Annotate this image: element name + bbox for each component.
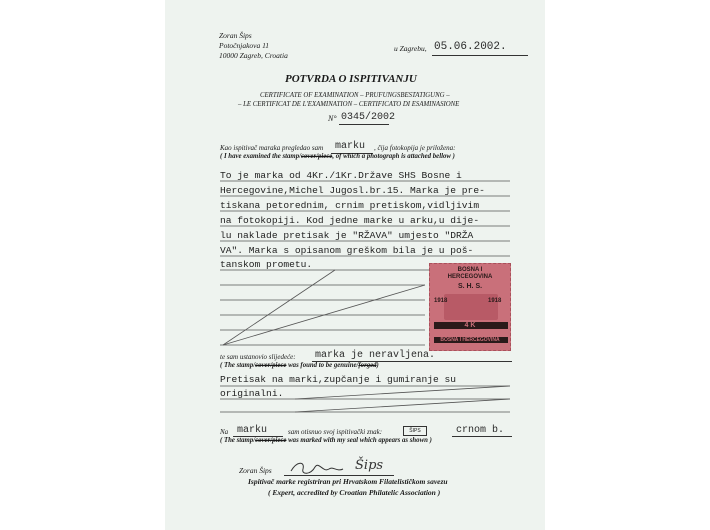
cert-number-underline: [339, 124, 389, 125]
remark-line-2: originalni.: [220, 388, 284, 399]
description-line-2: Hercegovine,Michel Jugosl.br.15. Marka je pre-: [220, 185, 485, 196]
footer-name: Zoran Šips: [239, 466, 272, 475]
finding-result: marka je neravljena.: [315, 350, 436, 361]
description-line-3: tiskana petorednim, crnim pretiskom,vidljivim: [220, 200, 480, 211]
stamp-top-1: BOSNA I: [457, 267, 483, 273]
cert-number-prefix: N°: [328, 114, 337, 123]
remark-lines: [215, 380, 515, 415]
description-line-5: lu naklade pretisak je "RŽAVA" umjesto "DRŽA: [220, 230, 474, 241]
examined-en-1: ( I have examined the stamp/: [220, 153, 301, 160]
finding-en-3: ): [376, 362, 379, 369]
examined-label: Kao ispitivač maraka pregledao sam: [220, 144, 324, 152]
examined-en-2: , of which a photograph is attached bellow ): [332, 153, 455, 160]
remark-line-1: Pretisak na marki,zupčanje i gumiranje su: [220, 374, 457, 385]
certificate-title: POTVRDA O ISPITIVANJU: [285, 73, 417, 85]
stamp-photo: [429, 263, 511, 351]
signature-text: Šips: [355, 458, 384, 473]
seal-english: [220, 437, 432, 444]
description-line-4: na fotokopiji. Kod jedne marke u arku,u dije-: [220, 215, 480, 226]
finding-en-strike-2: forged: [358, 362, 377, 369]
seal-en-2: was marked with my seal which appears as shown ): [286, 437, 432, 444]
finding-english: [220, 362, 379, 369]
description-line-1: To je marka od 4Kr./1Kr.Države SHS Bosne i: [220, 170, 462, 181]
seal-sample: ŠIPS: [403, 426, 427, 436]
stamp-year-left: 1918: [434, 298, 448, 304]
cert-number: 0345/2002: [341, 112, 396, 123]
seal-label: Na: [220, 428, 229, 436]
date-underline: [432, 55, 528, 56]
footer-line-2: ( Expert, accredited by Croatian Philatelic Association ): [268, 488, 441, 497]
examined-item: marku: [335, 141, 366, 152]
examined-label-2: , čija fotokopija je priložena:: [374, 144, 456, 152]
seal-ink: crnom b.: [456, 425, 505, 436]
stamp-bottom-text: BOSNA I HERCEGOVINA: [440, 337, 500, 343]
sender-street: Potočnjakova 11: [219, 41, 270, 50]
issue-date: 05.06.2002.: [434, 41, 507, 53]
description-line-6: VA". Marka s opisanom greškom bila je u poš-: [220, 245, 474, 256]
sender-name: Zoran Šips: [219, 31, 252, 40]
footer-line-1: Ispitivač marke registriran pri Hrvatskom Filatelističkom savezu: [248, 477, 448, 486]
finding-en-2: was found to be genuine/: [286, 362, 359, 369]
sender-city: 10000 Zagreb, Croatia: [219, 51, 288, 60]
seal-en-1: ( The stamp/: [220, 437, 256, 444]
stamp-year-right: 1918: [488, 298, 502, 304]
seal-en-strike: cover/piece: [255, 437, 287, 444]
description-line-7: tanskom prometu.: [220, 259, 313, 270]
stamp-value: 4 K: [464, 322, 476, 329]
certificate-subtitle-2: – LE CERTIFICAT DE L'EXAMINATION – CERTIFICATO DI ESAMINASIONE: [238, 101, 460, 108]
finding-label: te sam ustanovio slijedeće:: [220, 353, 296, 361]
stamp-top-2: HERCEGOVINA: [447, 274, 493, 280]
examined-english: [220, 153, 455, 160]
place-label: u Zagrebu,: [394, 44, 427, 53]
seal-ink-underline: [452, 436, 512, 437]
finding-en-1: ( The stamp/: [220, 362, 256, 369]
seal-item: marku: [237, 425, 268, 436]
stamp-overprint: S. H. S.: [457, 283, 483, 290]
examined-en-strike: cover/piece: [301, 153, 333, 160]
signature-underline: [284, 475, 394, 476]
seal-label-2: sam otisnuo svoj ispitivački znak:: [288, 428, 383, 436]
finding-en-strike-1: cover/piece: [255, 362, 287, 369]
certificate-subtitle-1: CERTIFICATE OF EXAMINATION – PRUFUNGSBESTATIGUNG –: [260, 92, 450, 99]
